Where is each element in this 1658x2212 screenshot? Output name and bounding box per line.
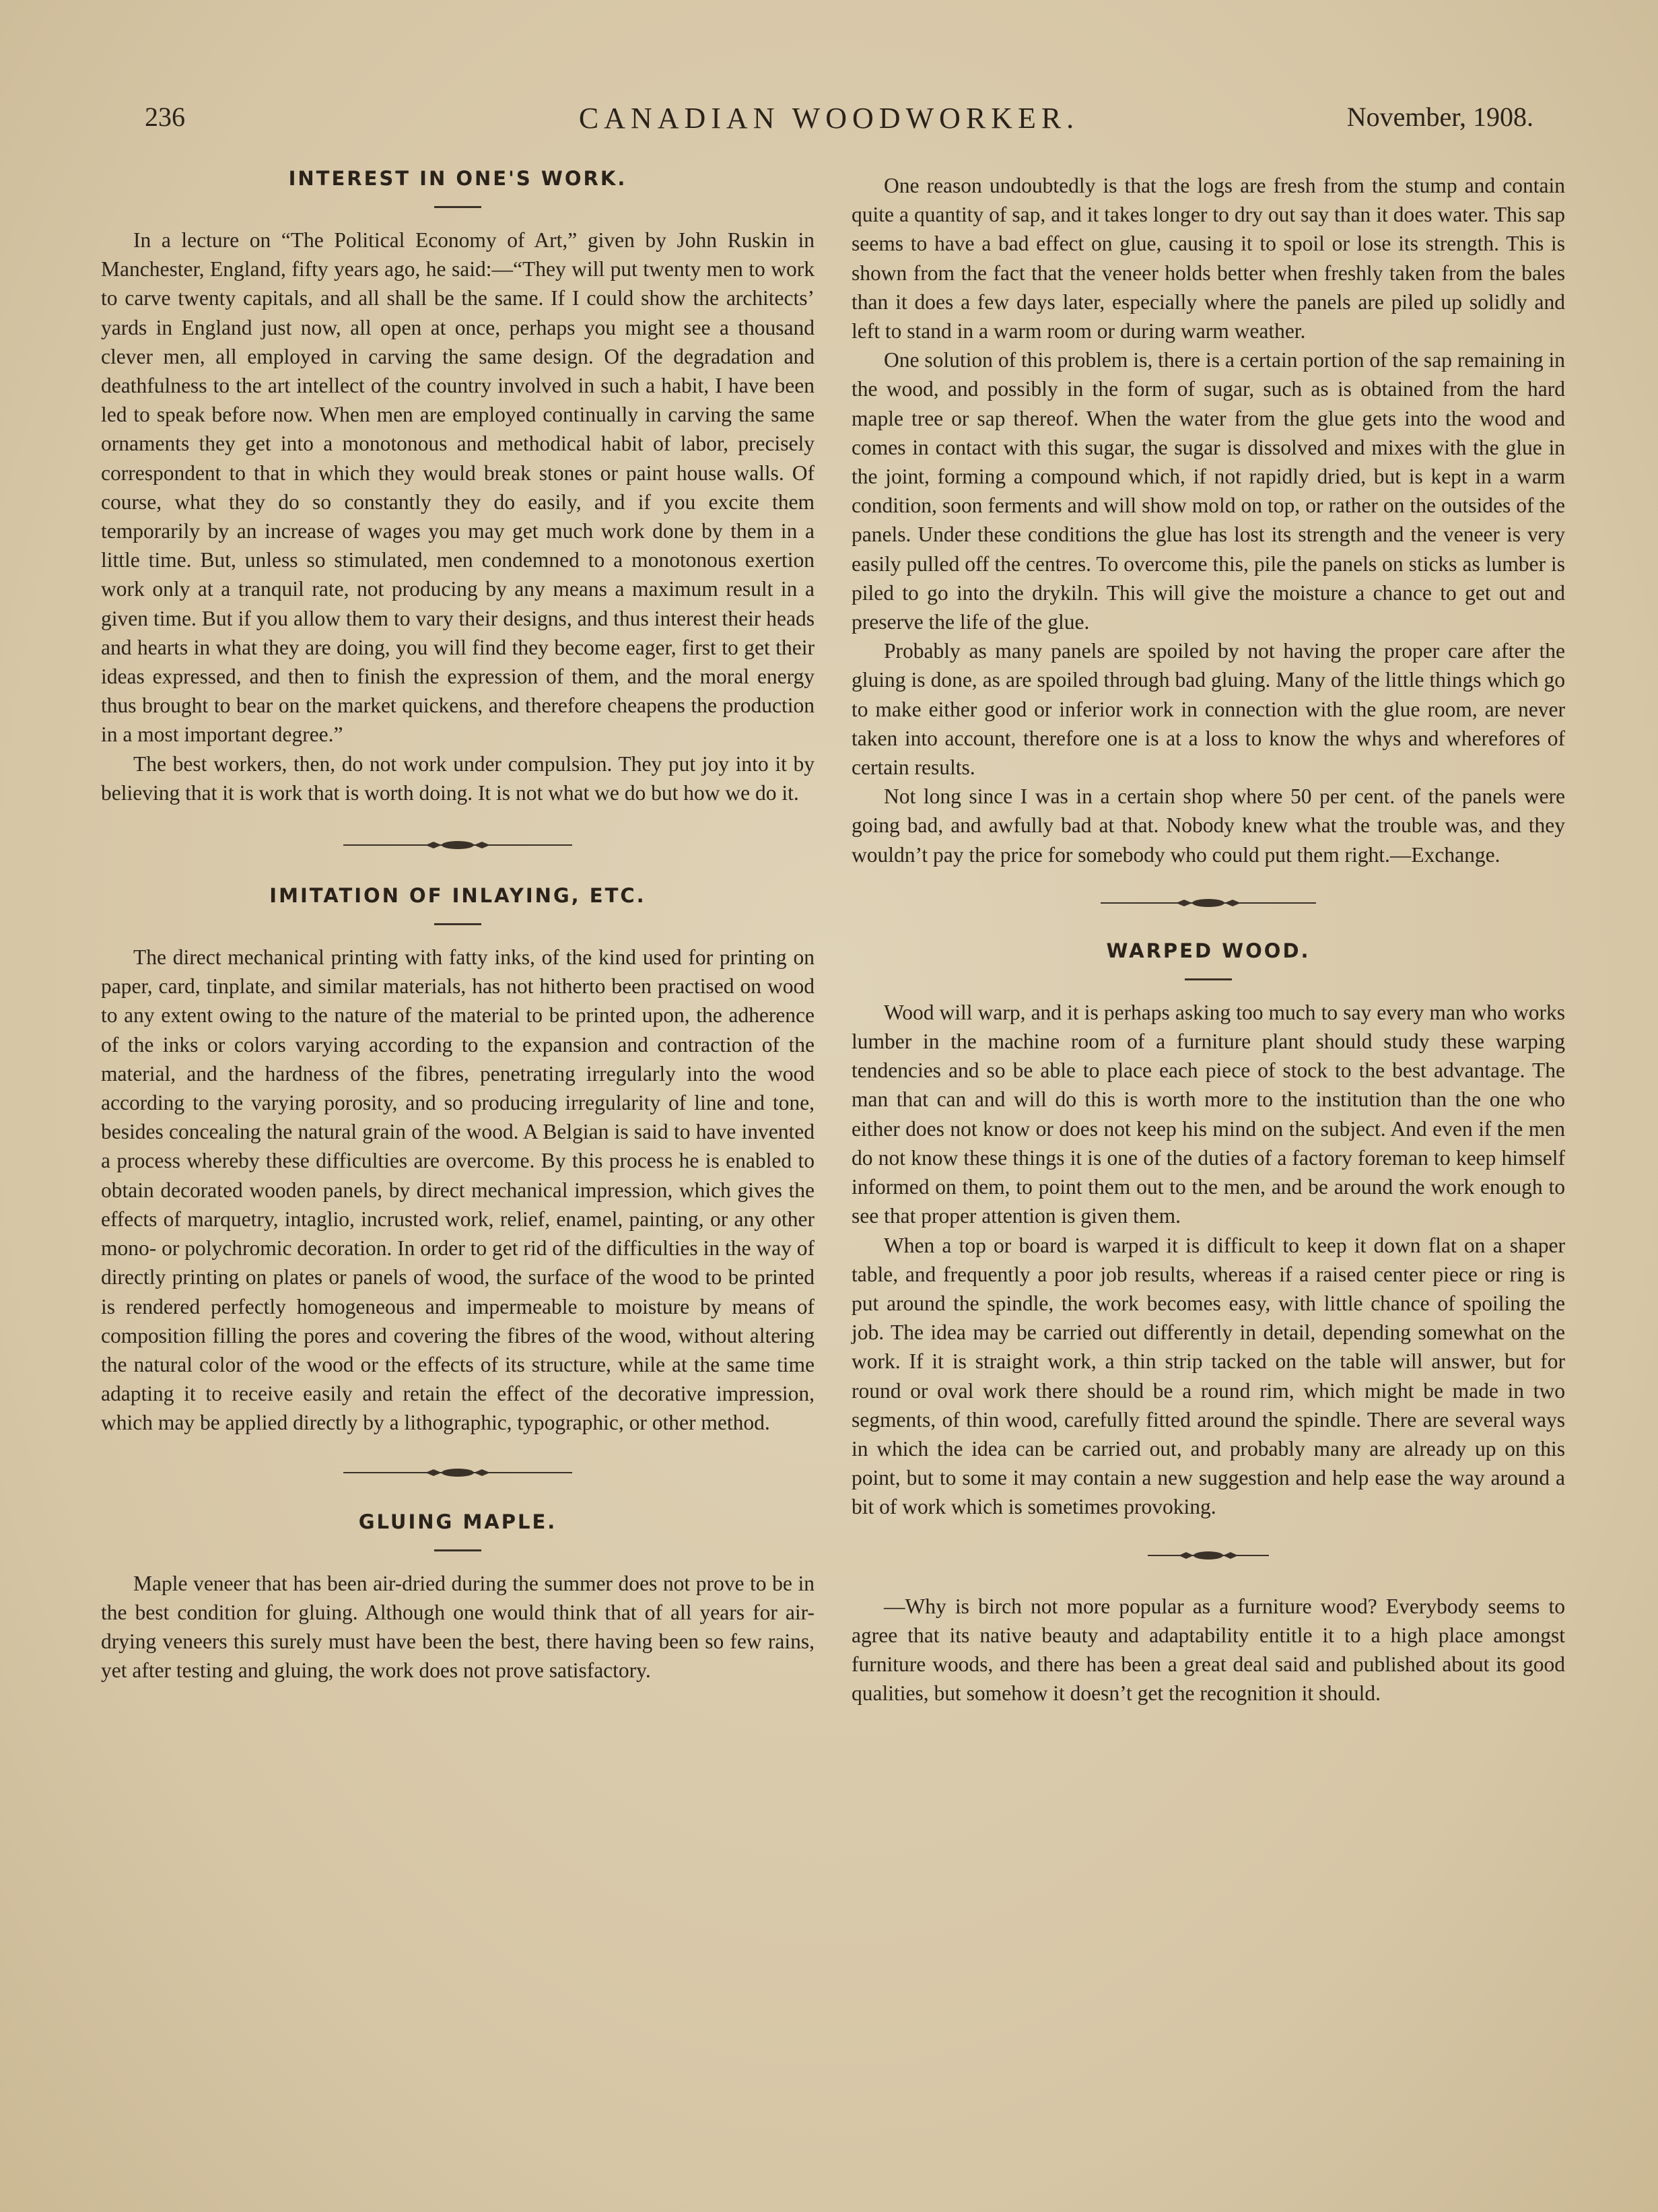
- article-paragraph: Probably as many panels are spoiled by not having the proper care after the gluing is done, as are spoiled through bad gluing. Many of the little things which go to make either good or inferior work in connection with the glue room, are never taken into account, therefore one is at a loss to know the whys and wherefores of certain results.: [852, 639, 1565, 780]
- left-column: [101, 162, 815, 1685]
- issue-date: November, 1908.: [1346, 102, 1533, 132]
- section-divider-ornament: [101, 838, 815, 852]
- journal-title: CANADIAN WOODWORKER.: [578, 102, 1080, 135]
- article-paragraph: The best workers, then, do not work under compulsion. They put joy into it by believing that it is work that is worth doing. It is not what we do but how we do it.: [101, 751, 815, 805]
- article-title: INTEREST IN ONE'S WORK.: [288, 167, 627, 190]
- article-paragraph: Maple veneer that has been air-dried during the summer does not prove to be in the best condition for gluing. Although one would think that of all years for air-drying veneers this surely must have been the best, there having been so few rains, yet after testing and gluing, the work does not prove satisfactory.: [101, 1571, 815, 1683]
- section-divider-ornament: [852, 1549, 1565, 1562]
- article-title: GLUING MAPLE.: [358, 1510, 557, 1533]
- article-title: IMITATION OF INLAYING, ETC.: [269, 884, 646, 908]
- section-divider-ornament: [101, 1466, 815, 1479]
- title-rule: [434, 923, 481, 925]
- page-number: 236: [145, 102, 185, 132]
- article-paragraph: One reason undoubtedly is that the logs are fresh from the stump and contain quite a quantity of sap, and it takes longer to dry out say than it does water. This sap seems to have a bad effect on glue, causing it to spoil or lose its strength. This is shown from the fact that the veneer holds better when freshly taken from the bales than it does a few days later, especially where the panels are piled up solidly and left to stand in a warm room or during warm weather.: [852, 174, 1565, 343]
- article-paragraph: Not long since I was in a certain shop where 50 per cent. of the panels were going bad, and awfully bad at that. Nobody knew what the trouble was, and they wouldn’t pay the price for somebody who could put them right.—Exchange.: [852, 784, 1565, 867]
- article-paragraph: In a lecture on “The Political Economy of Art,” given by John Ruskin in Manchester, England, fifty years ago, he said:—“They will put twenty men to work to carve twenty capitals, and all shall be the same. If I could show the architects’ yards in England just now, all open at once, perhaps you might see a thousand clever men, all employed in carving the same design. Of the degradation and deathfulness to the art intellect of the country involved in such a habit, I have been led to speak before now. When men are employed continually in carving the same ornaments they get into a monotonous and methodical habit of labor, precisely correspondent to that in which they would break stones or paint house walls. Of course, what they do so constantly they do easily, and if you excite them temporarily by an increase of wages you may get much work done by them in a little time. But, unless so stimulated, men condemned to a monotonous exertion work only at a tranquil rate, not producing by any means a maximum result in a given time. But if you allow them to vary their designs, and thus interest their heads and hearts in what they are doing, you will find they become eager, first to get their ideas expressed, and then to finish the expression of them, and the moral energy thus brought to bear on the market quickens, and therefore cheapens the production in a most important degree.”: [101, 228, 815, 747]
- article-paragraph: The direct mechanical printing with fatty inks, of the kind used for printing on paper, card, tinplate, and similar materials, has not hitherto been practised on wood to any extent owing to the nature of the material to be printed upon, the adherence of the inks or colors varying according to the expansion and contraction of the material, and the hardness of the fibres, penetrating irregularly into the wood according to the varying porosity, and so producing irregularity of line and tone, besides concealing the natural grain of the wood. A Belgian is said to have invented a process whereby these difficulties are overcome. By this process he is enabled to obtain decorated wooden panels, by direct mechanical impression, which gives the effects of marquetry, intaglio, incrusted work, relief, enamel, painting, or any other mono- or polychromic decoration. In order to get rid of the difficulties in the way of directly printing on plates or panels of wood, the surface of the wood to be printed is rendered perfectly homogeneous and impermeable to moisture by means of composition filling the pores and covering the fibres of the wood, without altering the natural color of the wood or the effects of its structure, while at the same time adapting it to receive easily and retain the effect of the decorative impression, which may be applied directly by a lithographic, typographic, or other method.: [101, 945, 815, 1435]
- page-header: [0, 101, 1658, 141]
- title-rule: [434, 1549, 481, 1551]
- article-paragraph: —Why is birch not more popular as a furniture wood? Everybody seems to agree that its native beauty and adaptability entitle it to a high place amongst furniture woods, and there has been a great deal said and published about its good qualities, but somehow it doesn’t get the recognition it should.: [852, 1594, 1565, 1706]
- article-paragraph: Wood will warp, and it is perhaps asking too much to say every man who works lumber in the machine room of a furniture plant should study these warping tendencies and so be able to place each piece of stock to the best advantage. The man that can and will do this is worth more to the institution than the one who either does not know or does not keep his mind on the subject. And even if the men do not know these things it is one of the duties of a factory foreman to keep himself informed on them, to point them out to the men, and be around the work enough to see that proper attention is given them.: [852, 1000, 1565, 1228]
- title-rule: [1185, 978, 1232, 980]
- right-column: [852, 162, 1565, 1708]
- article-paragraph: One solution of this problem is, there is a certain portion of the sap remaining in the wood, and possibly in the form of sugar, such as is obtained from the hard maple tree or sap thereof. When the water from the glue gets into the wood and comes in contact with this sugar, the sugar is dissolved and mixes with the glue in the joint, forming a compound which, if not rapidly dried, but is kept in a warm condition, soon ferments and will show mold on top, or rather on the outsides of the panels. Under these conditions the glue has lost its strength and the veneer is very easily pulled off the centres. To overcome this, pile the panels on sticks as lumber is piled to go into the drykiln. This will give the moisture a chance to get out and preserve the life of the glue.: [852, 348, 1565, 634]
- section-divider-ornament: [852, 896, 1565, 910]
- article-paragraph: When a top or board is warped it is difficult to keep it down flat on a shaper table, and frequently a poor job results, whereas if a raised center piece or ring is put around the spindle, the work becomes easy, with little chance of spoiling the job. The idea may be carried out differently in detail, depending somewhat on the work. If it is straight work, a thin strip tacked on the table will answer, but for round or oval work there should be a round rim, which might be made in two segments, of thin wood, carefully fitted around the spindle. There are several ways in which the idea can be carried out, and probably many are already up on this point, but to some it may contain a new suggestion and help ease the way around a bit of work which is sometimes provoking.: [852, 1233, 1565, 1519]
- title-rule: [434, 206, 481, 208]
- article-title: WARPED WOOD.: [1106, 939, 1311, 962]
